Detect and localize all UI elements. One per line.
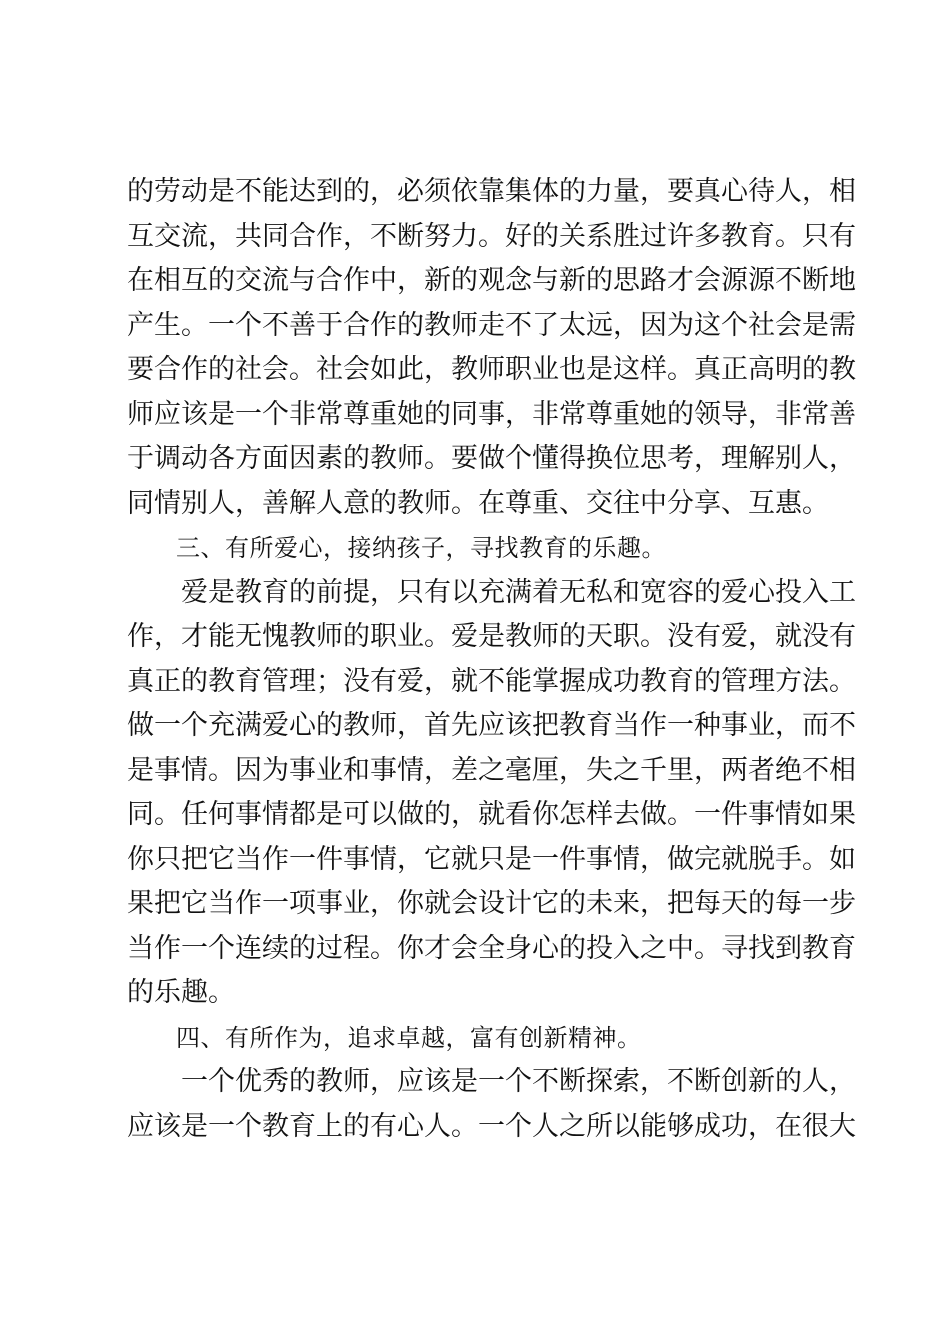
text-line: 当作一个连续的过程。你才会全身心的投入之中。寻找到教育 [127,932,856,964]
text-line: 的劳动是不能达到的，必须依靠集体的力量，要真心待人，相 [127,176,856,207]
text-line: 爱是教育的前提，只有以充满着无私和宽容的爱心投入工 [127,576,856,608]
text-line: 应该是一个教育上的有心人。一个人之所以能够成功，在很大 [127,1110,856,1142]
text-line: 师应该是一个非常尊重她的同事，非常尊重她的领导，非常善 [127,398,856,430]
text-line: 做一个充满爱心的教师，首先应该把教育当作一种事业，而不 [127,710,856,741]
text-line: 同情别人，善解人意的教师。在尊重、交往中分享、互惠。 [127,487,829,519]
section-heading-4: 四、有所作为，追求卓越，富有创新精神。 [127,1023,642,1052]
text-line: 互交流，共同合作，不断努力。好的关系胜过许多教育。只有 [127,220,856,252]
text-line: 一个优秀的教师，应该是一个不断探索，不断创新的人， [127,1066,856,1097]
text-line: 的乐趣。 [127,977,235,1008]
text-line: 作，才能无愧教师的职业。爱是教师的天职。没有爱，就没有 [127,621,856,652]
text-line: 果把它当作一项事业，你就会设计它的未来，把每天的每一步 [127,888,856,919]
text-line: 在相互的交流与合作中，新的观念与新的思路才会源源不断地 [127,265,856,296]
text-line: 要合作的社会。社会如此，教师职业也是这样。真正高明的教 [127,354,856,385]
section-heading-3: 三、有所爱心，接纳孩子，寻找教育的乐趣。 [127,534,666,562]
document-body [127,170,856,1149]
text-line: 真正的教育管理；没有爱，就不能掌握成功教育的管理方法。 [127,665,856,697]
text-line: 产生。一个不善于合作的教师走不了太远，因为这个社会是需 [127,309,856,341]
text-line: 是事情。因为事业和事情，差之毫厘，失之千里，两者绝不相 [127,754,856,786]
text-line: 你只把它当作一件事情，它就只是一件事情，做完就脱手。如 [127,843,856,875]
text-line: 同。任何事情都是可以做的，就看你怎样去做。一件事情如果 [127,799,856,830]
text-line: 于调动各方面因素的教师。要做个懂得换位思考，理解别人， [127,443,856,474]
